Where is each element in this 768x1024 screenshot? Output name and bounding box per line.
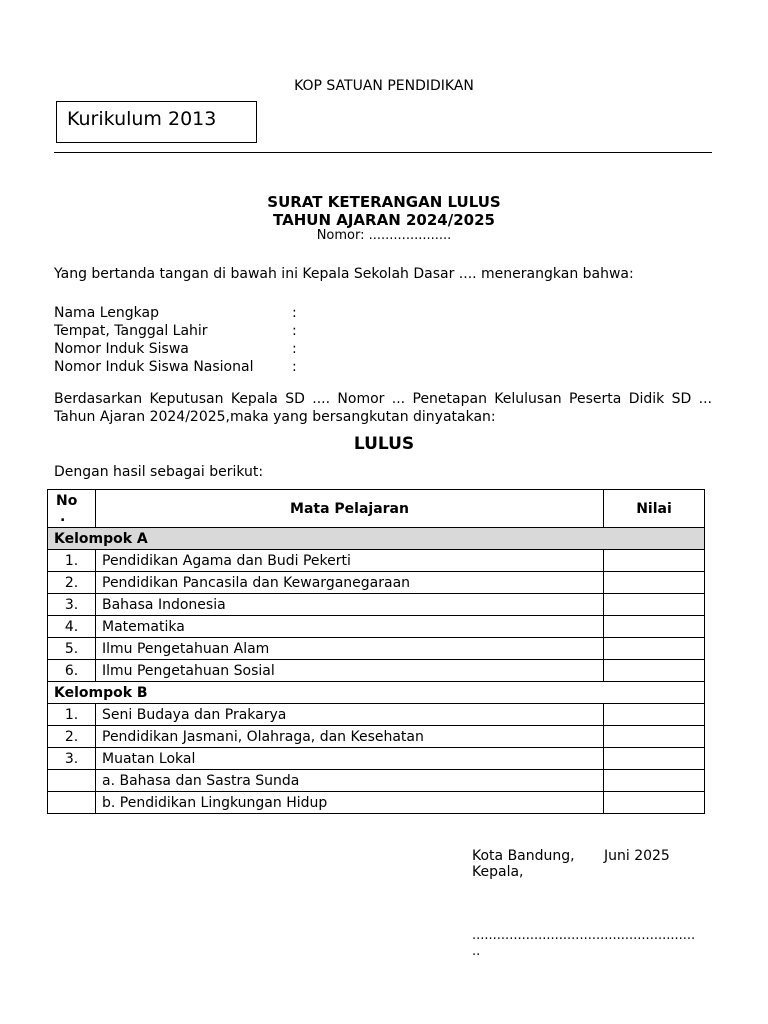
curriculum-box — [56, 101, 257, 143]
group-row-b — [48, 682, 705, 704]
field-label-nisn: Nomor Induk Siswa Nasional — [54, 359, 254, 375]
score-cell[interactable] — [604, 792, 705, 814]
score-cell[interactable] — [604, 748, 705, 770]
table-row — [48, 572, 705, 594]
subject-name: Ilmu Pengetahuan Alam — [96, 638, 604, 660]
letterhead-placeholder: KOP SATUAN PENDIDIKAN — [294, 78, 474, 94]
field-colon: : — [292, 359, 297, 375]
grades-table — [47, 489, 705, 814]
signature-role: Kepala, — [472, 864, 524, 880]
table-row — [48, 638, 705, 660]
intro-text: Yang bertanda tangan di bawah ini Kepala Sekolah Dasar .... menerangkan bahwa: — [54, 266, 634, 282]
row-number — [48, 770, 96, 792]
subject-name: Bahasa Indonesia — [96, 594, 604, 616]
score-cell[interactable] — [604, 638, 705, 660]
signature-date: Juni 2025 — [604, 848, 670, 864]
table-row — [48, 726, 705, 748]
field-colon: : — [292, 305, 297, 321]
header-score: Nilai — [604, 490, 705, 528]
row-number: 3. — [48, 748, 96, 770]
row-number: 4. — [48, 616, 96, 638]
row-number: 6. — [48, 660, 96, 682]
group-label: Kelompok B — [48, 682, 705, 704]
row-number: 1. — [48, 704, 96, 726]
basis-text-line2: Tahun Ajaran 2024/2025,maka yang bersangkutan dinyatakan: — [54, 409, 496, 425]
graduation-status: LULUS — [353, 434, 415, 454]
curriculum-label: Kurikulum 2013 — [67, 108, 217, 130]
table-row — [48, 770, 705, 792]
header-no: No . — [48, 490, 96, 528]
score-cell[interactable] — [604, 704, 705, 726]
row-number: 2. — [48, 572, 96, 594]
table-row — [48, 748, 705, 770]
field-label-full-name: Nama Lengkap — [54, 305, 159, 321]
row-number: 1. — [48, 550, 96, 572]
document-number: Nomor: .................... — [316, 228, 452, 243]
signature-place: Kota Bandung, — [472, 848, 575, 864]
subject-name: a. Bahasa dan Sastra Sunda — [96, 770, 604, 792]
score-cell[interactable] — [604, 594, 705, 616]
row-number: 5. — [48, 638, 96, 660]
subject-name: Seni Budaya dan Prakarya — [96, 704, 604, 726]
score-cell[interactable] — [604, 572, 705, 594]
field-colon: : — [292, 323, 297, 339]
score-cell[interactable] — [604, 726, 705, 748]
score-cell[interactable] — [604, 616, 705, 638]
subject-name: Pendidikan Pancasila dan Kewarganegaraan — [96, 572, 604, 594]
score-cell[interactable] — [604, 770, 705, 792]
score-cell[interactable] — [604, 660, 705, 682]
table-row — [48, 704, 705, 726]
signature-line: ...................................................... — [472, 928, 696, 943]
table-row — [48, 660, 705, 682]
header-subject: Mata Pelajaran — [96, 490, 604, 528]
table-row — [48, 616, 705, 638]
group-label: Kelompok A — [48, 528, 705, 550]
subject-name: Matematika — [96, 616, 604, 638]
table-row — [48, 594, 705, 616]
header-divider — [54, 152, 712, 153]
field-label-birth: Tempat, Tanggal Lahir — [54, 323, 208, 339]
table-row — [48, 550, 705, 572]
group-row-a — [48, 528, 705, 550]
field-label-nis: Nomor Induk Siswa — [54, 341, 189, 357]
basis-text-line1: Berdasarkan Keputusan Kepala SD .... Nomor ... Penetapan Kelulusan Peserta Didik SD ... — [54, 391, 712, 407]
subject-name: b. Pendidikan Lingkungan Hidup — [96, 792, 604, 814]
row-number: 3. — [48, 594, 96, 616]
table-row — [48, 792, 705, 814]
document-title: SURAT KETERANGAN LULUS — [267, 193, 501, 211]
subject-name: Pendidikan Agama dan Budi Pekerti — [96, 550, 604, 572]
score-cell[interactable] — [604, 550, 705, 572]
signature-line-end: .. — [472, 944, 481, 959]
field-colon: : — [292, 341, 297, 357]
subject-name: Muatan Lokal — [96, 748, 604, 770]
result-intro: Dengan hasil sebagai berikut: — [54, 464, 264, 480]
table-header-row — [48, 490, 705, 528]
subject-name: Ilmu Pengetahuan Sosial — [96, 660, 604, 682]
academic-year-title: TAHUN AJARAN 2024/2025 — [273, 211, 495, 229]
subject-name: Pendidikan Jasmani, Olahraga, dan Kesehatan — [96, 726, 604, 748]
row-number — [48, 792, 96, 814]
row-number: 2. — [48, 726, 96, 748]
